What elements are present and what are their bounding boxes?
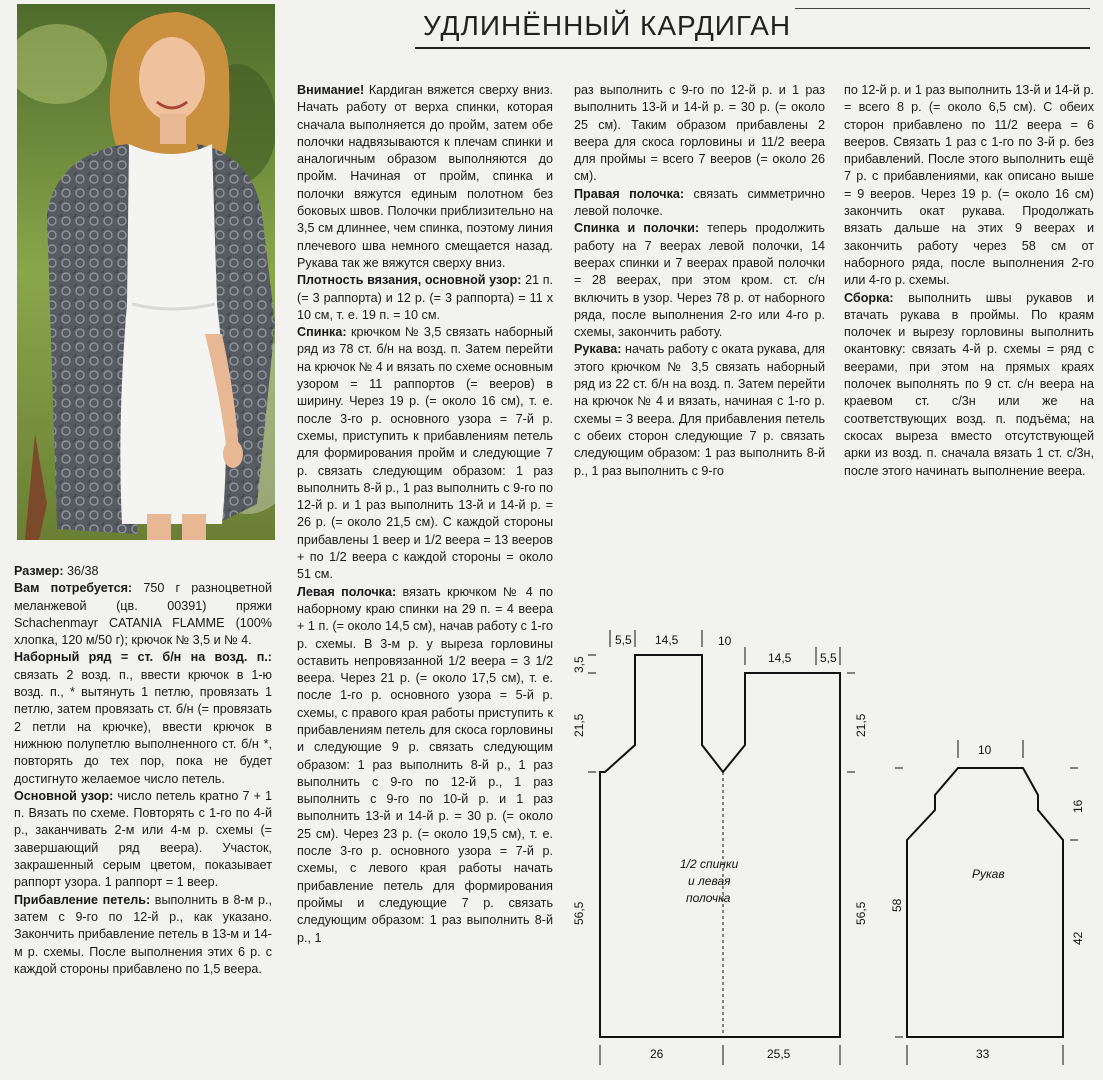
dim-left-56-5: 56,5 — [572, 901, 586, 925]
sleeve-outline — [907, 768, 1063, 1037]
text-column-1 — [14, 563, 272, 978]
dimension-ticks — [588, 630, 1078, 1065]
text-column-3 — [574, 82, 825, 480]
back-and-fronts-paragraph — [574, 220, 825, 341]
sleeve-dim-16: 16 — [1071, 799, 1085, 813]
sleeve-label: Рукав — [972, 867, 1005, 881]
page-title: УДЛИНЁННЫЙ КАРДИГАН — [423, 10, 792, 41]
dim-right-21-5: 21,5 — [854, 713, 868, 737]
chain-paragraph — [14, 649, 272, 787]
dim-bottom-25-5: 25,5 — [767, 1047, 791, 1061]
sleeve-continuation-paragraph — [844, 82, 1094, 290]
text-column-2 — [297, 82, 553, 947]
pattern-value: число петель кратно 7 + 1 п. Вязать по схеме. Повторять с 1-го по 4-й р., заканчивать 2-м или 4-м р. схемы (= завершающий ряд веера). Участок, закрашенный серым цветом, показывает раппорт узора. 1 раппорт = 1 веер. — [14, 788, 273, 890]
sleeves-paragraph — [574, 341, 825, 479]
back-and-fronts-label: Спинка и полочки: — [574, 221, 700, 236]
continuation-paragraph — [574, 82, 825, 186]
increase-label: Прибавление петель: — [14, 892, 151, 907]
density-value: 21 п. (= 3 раппорта) и 12 р. (= 3 раппорта) = 11 x 10 см, т. е. 19 п. = 10 см. — [297, 273, 554, 322]
materials-label: Вам потребуется: — [14, 581, 133, 596]
attention-label: Внимание! — [297, 83, 365, 97]
dim-top-5-5-right: 5,5 — [820, 651, 837, 665]
dim-bottom-26: 26 — [650, 1047, 664, 1061]
dim-top-14-5-right: 14,5 — [768, 651, 792, 665]
size-value: 36/38 — [67, 564, 99, 578]
dim-left-21-5: 21,5 — [572, 713, 586, 737]
dim-left-3-5: 3,5 — [572, 656, 586, 673]
increase-paragraph — [14, 892, 272, 978]
increase-value: выполнить в 8-м р., затем с 9-го по 12-й р., как указано. Закончить прибавление петель в 13-м и 14-м р. схемы. После выполнения этих 6 р. с каждой стороны прибавлено по 1,5 веера. — [14, 892, 272, 976]
sleeve-dim-top-10: 10 — [978, 743, 992, 757]
back-and-fronts-value: теперь продолжить работу на 7 веерах левой полочки, 14 веерах спинки и 7 веерах правой полочки = 28 веерах, при этом кром. ст. с/н включить в узор. Через 78 р. от наборного ряда, после выполнения 2-го или 4-го р. схемы, закончить работу. — [574, 221, 825, 340]
dim-right-56-5: 56,5 — [854, 901, 868, 925]
sleeve-continuation-value: по 12-й р. и 1 раз выполнить 13-й и 14-й р. = всего 8 р. (= около 6,5 см). С обеих сторон прибавлено по 11/2 веера = 6 вееров. Связать 1 раз с 1-го по 3-й р. без прибавлений. После этого выполнить ещё 7 р. с прибавлениями, как описано выше = 9 вееров. Через 19 р. (= около 16 см) закончить окат рукава. Продолжать вязать дальше на этих 9 веерах и закончить работу через 58 см от наборного ряда, после выполнения 2-го или 4-го р. схемы. — [844, 83, 1094, 288]
back-value: крючком № 3,5 связать наборный ряд из 78 ст. б/н на возд. п. Затем перейти на крючок № 4 и вязать по схеме основным узором = 11 раппортов (= вееров) в ширину. Через 19 р. (= около 16 см), т. е. после 3-го р. основного узора = 7-й р. схемы, приступить к прибавлениям петель для формирования пройм и следующие 7 р. связать следующим образом: 1 раз выполнить 8-й р., 1 раз выполнить с 9-го по 12-й р. и 1 раз выполнить 13-й и 14-й р. = 26 р. (= около 21,5 см). С каждой стороны прибавлены 1 веер и 1/2 веера = 13 вееров + по 1/2 веера с каждой стороны = около 51 см. — [297, 325, 554, 582]
sleeves-label: Рукава: — [574, 342, 622, 357]
pattern-label: Основной узор: — [14, 788, 114, 803]
body-label-line-2: и левая — [688, 874, 731, 888]
sleeve-piece-outline — [907, 768, 1063, 1037]
materials-value: 750 г разноцветной меланжевой (цв. 00391) пряжи Schachenmayr CATANIA FLAMME (100% хлопка, 120 м/50 г); крючок № 3,5 и № 4. — [14, 581, 272, 648]
model-photo — [17, 4, 275, 540]
pattern-schematic — [570, 625, 1095, 1075]
density-paragraph — [297, 272, 553, 324]
size-label: Размер: — [14, 564, 64, 578]
sleeve-dim-58: 58 — [890, 898, 904, 912]
schematic-svg — [570, 625, 1095, 1075]
chain-value: связать 2 возд. п., ввести крючок в 1-ю возд. п., * вытянуть 1 петлю, провязать 1 петлю, затем провязать ст. б/н (= провязать 2 петли на крючке), ввести крючок в нижнюю полупетлю выполненного ст. б/н *, повторять до тех пор, пока не будет достигнуто желаемое число петель. — [14, 667, 272, 786]
body-label-line-3: полочка — [686, 891, 731, 905]
left-front-value: вязать крючком № 4 по наборному краю спинки на 29 п. = 4 веера + 1 п. (= около 14,5 см), начав работу с 1-го р. схемы. В 3-м р. у выреза горловины оставить непровязанной 1/2 веера = 3 1/2 веера. Через 21 р. (= около 17,5 см), т. е. после 1-го р. основного узора = 5-й р. схемы, с правого края работы приступить к прибавлениям петель для скоса горловины и следующие 9 р. связать следующим образом: 1 раз выполнить 8-й р., 1 раз выполнить с 9-го по 12-й р., 1 раз выполнить с 9-го по 10-й р. и 1 раз выполнить 13-й и 14-й р. = 30 р. (= около 25 см). Через 23 р. (= около 19,5 см), т. е. после 3-го р. основного узора = 7-й р. схемы, с левого края работы начать прибавление петель для формирования проймы и следующие 7 р. связать следующим образом: 1 раз выполнить 8-й р., 1 — [297, 584, 553, 945]
density-label: Плотность вязания, основной узор: — [297, 273, 522, 288]
model-photo-illustration — [17, 4, 275, 540]
dim-top-10: 10 — [718, 634, 732, 648]
attention-value: Кардиган вяжется сверху вниз. Начать работу от верха спинки, которая сначала выполняется до пройм, затем обе полочки надвязываются к плечам спинки и аналогичным образом выполняются до пройм. Начиная от пройм, спинка и полочки вяжутся единым полотном без боковых швов. Полочки приблизительно на 3,5 см длиннее, чем спинка, поэтому линия плечевого шва немного смещается назад. Рукава так же вяжутся сверху вниз. — [297, 83, 553, 270]
materials-paragraph — [14, 580, 272, 649]
assembly-value: выполнить швы рукавов и втачать рукава в проймы. По краям полочек и вырезу горловины выполнить окантовку: связать 4-й р. схемы = ряд с веерами, при этом на прямых краях полочек выполнять по 9 ст. с/н веера на краевом ст. с/3н или же на соответствующих возд. п. подъёма; на скосах выреза вместо отсутствующей арки из возд. п. сначала вязать 1 ст. с/3н, после этого начинать выполнение веера. — [844, 290, 1094, 478]
right-front-label: Правая полочка: — [574, 186, 685, 201]
text-column-4 — [844, 82, 1094, 480]
back-label: Спинка: — [297, 325, 347, 340]
attention-paragraph — [297, 82, 553, 272]
size-paragraph — [14, 563, 272, 580]
dim-top-14-5-left: 14,5 — [655, 633, 679, 647]
chain-label: Наборный ряд = ст. б/н на возд. п.: — [14, 650, 272, 665]
body-outline — [600, 655, 840, 1037]
back-paragraph — [297, 324, 553, 583]
assembly-label: Сборка: — [844, 290, 894, 305]
continuation-value: раз выполнить с 9-го по 12-й р. и 1 раз выполнить 13-й и 14-й р. = 30 р. (= около 25 см). Таким образом прибавлены 2 веера для скоса горловины и 11/2 веера для проймы = всего 7 вееров (= около 26 см). — [574, 83, 825, 184]
body-piece-outline — [600, 655, 840, 1037]
left-front-paragraph — [297, 584, 553, 947]
sleeve-dim-bottom-33: 33 — [976, 1047, 990, 1061]
left-front-label: Левая полочка: — [297, 584, 397, 599]
assembly-paragraph — [844, 290, 1094, 480]
body-label-line-1: 1/2 спинки — [680, 857, 739, 871]
dim-top-5-5-left: 5,5 — [615, 633, 632, 647]
right-front-value: связать симметрично левой полочке. — [574, 186, 826, 219]
title-rule — [415, 47, 1090, 49]
sleeve-dim-42: 42 — [1071, 931, 1085, 945]
right-front-paragraph — [574, 186, 825, 221]
pattern-paragraph — [14, 788, 272, 892]
title-top-line — [795, 8, 1090, 9]
sleeves-value: начать работу с оката рукава, для этого крючком № 3,5 связать наборный ряд из 22 ст. б/н на возд. п. Затем перейти на крючок № 4 и вязать, начиная с 1-го р. схемы = 3 веера. Для прибавления петель с обеих сторон следующие 7 р. связать следующим образом: 1 раз выполнить 8-й р., 1 раз выполнить с 9-го — [574, 342, 825, 478]
